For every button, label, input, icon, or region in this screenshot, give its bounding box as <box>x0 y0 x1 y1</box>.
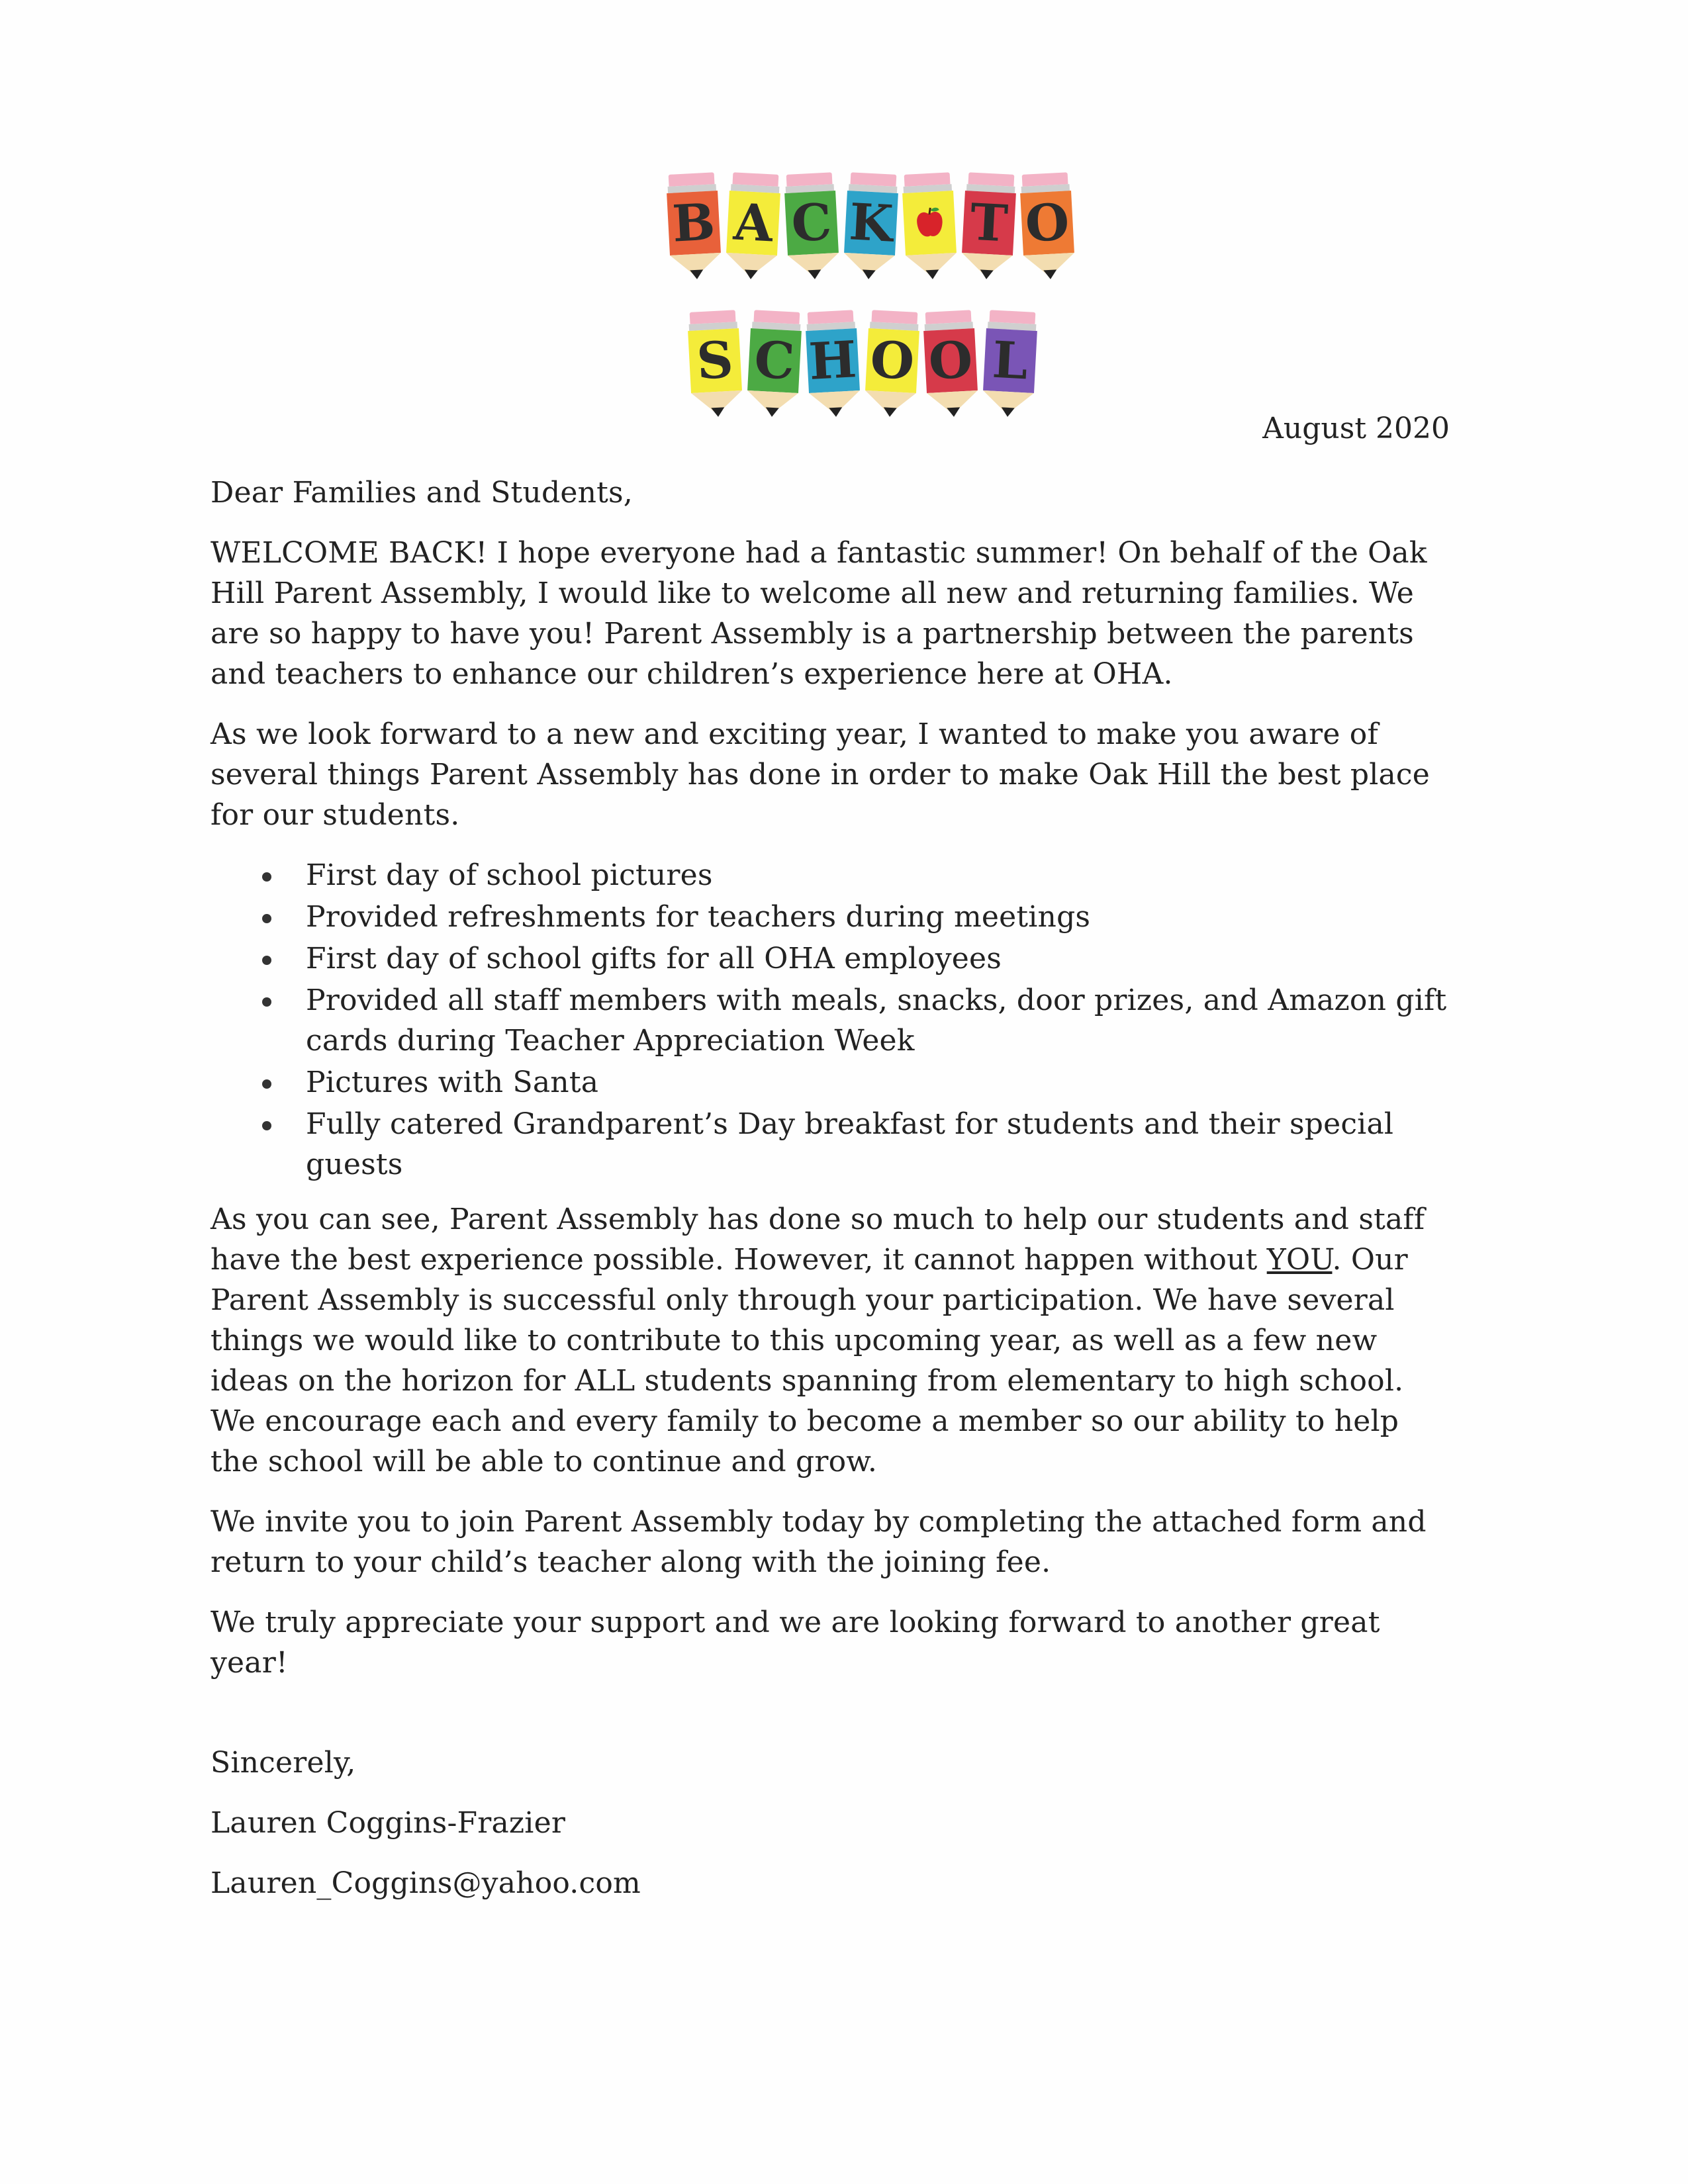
accomplishments-list <box>211 855 1455 1185</box>
pennant-pencil <box>725 172 782 286</box>
pennant-pencil <box>982 310 1039 424</box>
list-item: Provided all staff members with meals, snacks, door prizes, and Amazon gift cards during Teacher Appreciation Week <box>306 980 1455 1061</box>
pennant-pencil <box>746 310 803 424</box>
banner-letter: O <box>868 330 916 391</box>
banner-letter: O <box>927 330 974 391</box>
list-item: Provided refreshments for teachers during meetings <box>306 897 1455 937</box>
participation-text-before: As you can see, Parent Assembly has done so much to help our students and staff have the best experience possible. However, it cannot happen without <box>211 1203 1425 1277</box>
pennant-pencil <box>961 172 1017 286</box>
signer-email: Lauren_Coggins@yahoo.com <box>211 1866 641 1900</box>
list-item: Fully catered Grandparent’s Day breakfast for students and their special guests <box>306 1104 1455 1185</box>
signer-name: Lauren Coggins-Frazier <box>211 1806 566 1840</box>
pennant-pencil <box>805 310 862 424</box>
banner-letter: O <box>1023 192 1071 253</box>
banner-letter: C <box>790 192 833 253</box>
invitation-paragraph: We invite you to join Parent Assembly today by completing the attached form and return to your child’s teacher along with the joining fee. <box>211 1505 1427 1579</box>
pennant-pencil <box>687 310 744 424</box>
pennant-pencil <box>843 172 900 286</box>
banner-row-back-to <box>669 173 1073 285</box>
appreciation-paragraph: We truly appreciate your support and we are looking forward to another great year! <box>211 1606 1380 1680</box>
salutation: Dear Families and Students, <box>211 476 633 510</box>
banner-letter: K <box>847 192 895 253</box>
pennant-pencil <box>1019 172 1076 286</box>
pennant-pencil <box>784 172 841 286</box>
list-item: Pictures with Santa <box>306 1062 1455 1103</box>
apple-icon <box>902 191 957 255</box>
participation-text-after: . Our Parent Assembly is successful only through your participation. We have several things we would like to contribute to this upcoming year, as well as a few new ideas on the horizon for ALL students spanning from elementary to high school. We encourage each and every family to become a member so our ability to help the school will be able to continue and grow. <box>211 1243 1408 1479</box>
list-item: First day of school pictures <box>306 855 1455 895</box>
banner-letter: L <box>990 330 1030 391</box>
closing: Sincerely, <box>211 1746 356 1780</box>
banner-row-school <box>690 311 1035 422</box>
accomplishments-intro-paragraph: As we look forward to a new and exciting year, I wanted to make you aware of several things Parent Assembly has done in order to make Oak Hill the best place for our students. <box>211 717 1430 832</box>
banner-letter: A <box>732 192 774 253</box>
list-item: First day of school gifts for all OHA employees <box>306 938 1455 979</box>
banner-letter: C <box>753 330 796 391</box>
letter-date: August 2020 <box>1262 412 1450 445</box>
pennant-pencil <box>923 310 980 424</box>
pennant-pencil <box>666 172 723 286</box>
participation-paragraph <box>211 1199 1455 1482</box>
banner-letter: H <box>807 330 859 391</box>
banner-letter: S <box>695 330 735 391</box>
letter-body <box>211 473 1455 1923</box>
pennant-pencil <box>902 172 959 286</box>
pennant-pencil <box>864 310 921 424</box>
banner-letter: B <box>671 192 717 253</box>
welcome-paragraph: WELCOME BACK! I hope everyone had a fantastic summer! On behalf of the Oak Hill Parent Assembly, I would like to welcome all new and returning families. We are so happy to have you! Parent Assembly is a partnership between the parents and teachers to enhance our children’s experience here at OHA. <box>211 536 1427 691</box>
emphasis-you: YOU <box>1266 1243 1333 1277</box>
banner-letter: T <box>968 192 1009 253</box>
back-to-school-banner <box>669 173 1072 438</box>
